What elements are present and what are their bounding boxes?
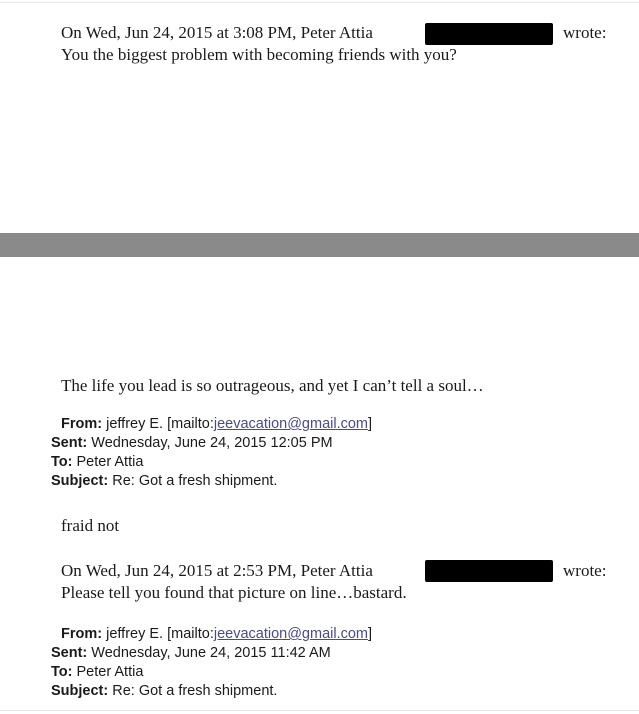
email-link[interactable]: jeevacation@gmail.com: [213, 416, 368, 432]
from-line: [61, 626, 372, 643]
redaction-box: [425, 23, 553, 45]
to-value: Peter Attia: [76, 454, 144, 470]
bottom-divider: [0, 710, 639, 711]
sent-value: Wednesday, June 24, 2015 11:42 AM: [91, 645, 331, 661]
subject-value: Re: Got a fresh shipment.: [112, 683, 278, 699]
reply-message: fraid not: [61, 516, 120, 535]
subject-label: Subject:: [51, 473, 109, 489]
redaction-box: [425, 560, 553, 582]
from-name: jeffrey E. [mailto:: [106, 626, 214, 642]
subject-line: [51, 473, 277, 490]
sent-label: Sent:: [51, 645, 88, 661]
sent-label: Sent:: [51, 435, 88, 451]
wrote-label: wrote:: [563, 23, 607, 42]
from-close: ]: [368, 416, 373, 432]
subject-label: Subject:: [51, 683, 109, 699]
attribution-line-1: [61, 23, 373, 43]
subject-value: Re: Got a fresh shipment.: [112, 473, 278, 489]
top-divider: [0, 2, 639, 3]
page-separator-band: [0, 233, 639, 257]
to-value: Peter Attia: [76, 664, 144, 680]
attribution-text: On Wed, Jun 24, 2015 at 2:53 PM, Peter Attia: [61, 561, 373, 580]
to-label: To:: [51, 454, 73, 470]
sent-line: [51, 645, 331, 662]
from-label: From:: [61, 626, 103, 642]
subject-line: [51, 683, 277, 700]
to-line: [51, 664, 143, 681]
attribution-line-2: [61, 561, 373, 581]
wrote-label: wrote:: [563, 561, 607, 580]
attribution-text: On Wed, Jun 24, 2015 at 3:08 PM, Peter Attia: [61, 23, 373, 42]
to-line: [51, 454, 143, 471]
quoted-message: You the biggest problem with becoming friends with you?: [61, 45, 457, 64]
reply-message: The life you lead is so outrageous, and yet I can’t tell a soul…: [61, 376, 484, 395]
from-line: [61, 416, 372, 433]
sent-value: Wednesday, June 24, 2015 12:05 PM: [91, 435, 333, 451]
to-label: To:: [51, 664, 73, 680]
from-label: From:: [61, 416, 103, 432]
sent-line: [51, 435, 333, 452]
email-link[interactable]: jeevacation@gmail.com: [213, 626, 368, 642]
quoted-message: Please tell you found that picture on line…bastard.: [61, 583, 407, 602]
from-name: jeffrey E. [mailto:: [106, 416, 214, 432]
from-close: ]: [368, 626, 373, 642]
